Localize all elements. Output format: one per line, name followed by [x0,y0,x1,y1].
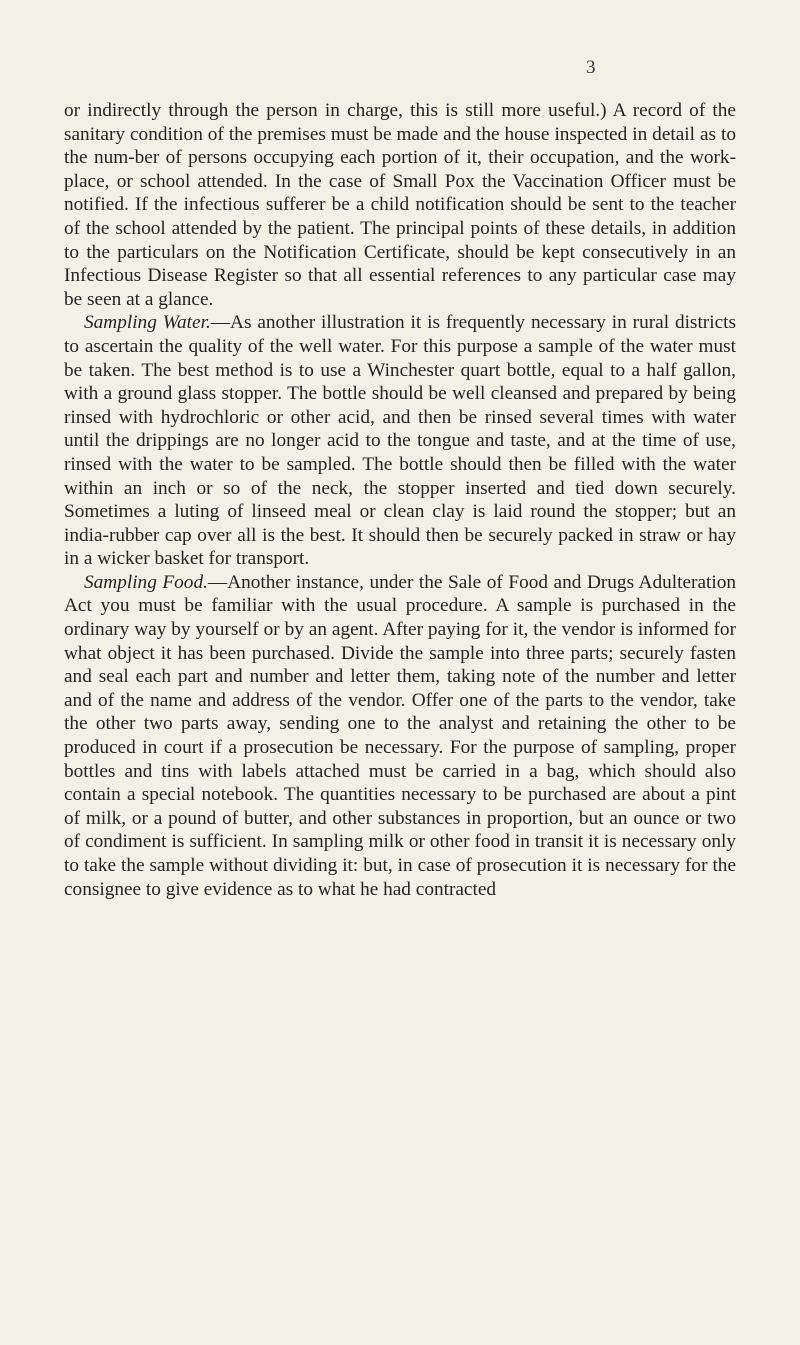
page-number: 3 [586,57,596,78]
paragraph-text: —As another illustration it is frequently necessary in rural districts to ascertain the quality of the well water. For this purpose a sample of the water must be taken. The best method is to use a Winchester quart bottle, equal to a half gallon, with a ground glass stopper. The bottle should be well cleansed and prepared by being rinsed with hydrochloric or other acid, and then be rinsed several times with water until the drippings are no longer acid to the tongue and taste, and at the time of use, rinsed with the water to be sampled. The bottle should then be filled with the water within an inch or so of the neck, the stopper inserted and tied down securely. Sometimes a luting of linseed meal or clean clay is laid round the stopper; but an india-rubber cap over all is the best. It should then be securely packed in straw or hay in a wicker basket for transport. [64,312,736,570]
paragraph-text: —Another instance, under the Sale of Food and Drugs Adulteration Act you must be familiar with the usual procedure. A sample is purchased in the ordinary way by yourself or by an agent. After paying for it, the vendor is informed for what object it has been purchased. Divide the sample into three parts; securely fasten and seal each part and number and letter them, taking note of the number and letter and of the name and address of the vendor. Offer one of the parts to the vendor, take the other two parts away, sending one to the analyst and retaining the other to be produced in court if a prosecution be necessary. For the purpose of sampling, proper bottles and tins with labels attached must be carried in a bag, which should also contain a special notebook. The quantities necessary to be purchased are about a pint of milk, or a pound of butter, and other substances in proportion, but an ounce or two of condiment is sufficient. In sampling milk or other food in transit it is necessary only to take the sample without dividing it: but, in case of prosecution it is necessary for the consignee to give evidence as to what he had contracted [64,571,737,900]
page-body [64,99,736,901]
paragraph-continuation [64,99,736,311]
paragraph-text: or indirectly through the person in charge, this is still more useful.) A record of the sanitary condition of the premises must be made and the house inspected in detail as to the num-ber of persons occupying each portion of it, their occupation, and the work-place, or school attended. In the case of Small Pox the Vaccination Officer must be notified. If the infectious sufferer be a child notification should be sent to the teacher of the school attended by the patient. The principal points of these details, in addition to the particulars on the Notification Certificate, should be kept consecutively in an Infectious Disease Register so that all essential references to any particular case may be seen at a glance. [64,100,736,310]
section-heading-sampling-food: Sampling Food. [84,571,208,593]
section-heading-sampling-water: Sampling Water. [84,312,211,334]
paragraph-sampling-water [64,311,736,571]
paragraph-sampling-food [64,571,736,901]
